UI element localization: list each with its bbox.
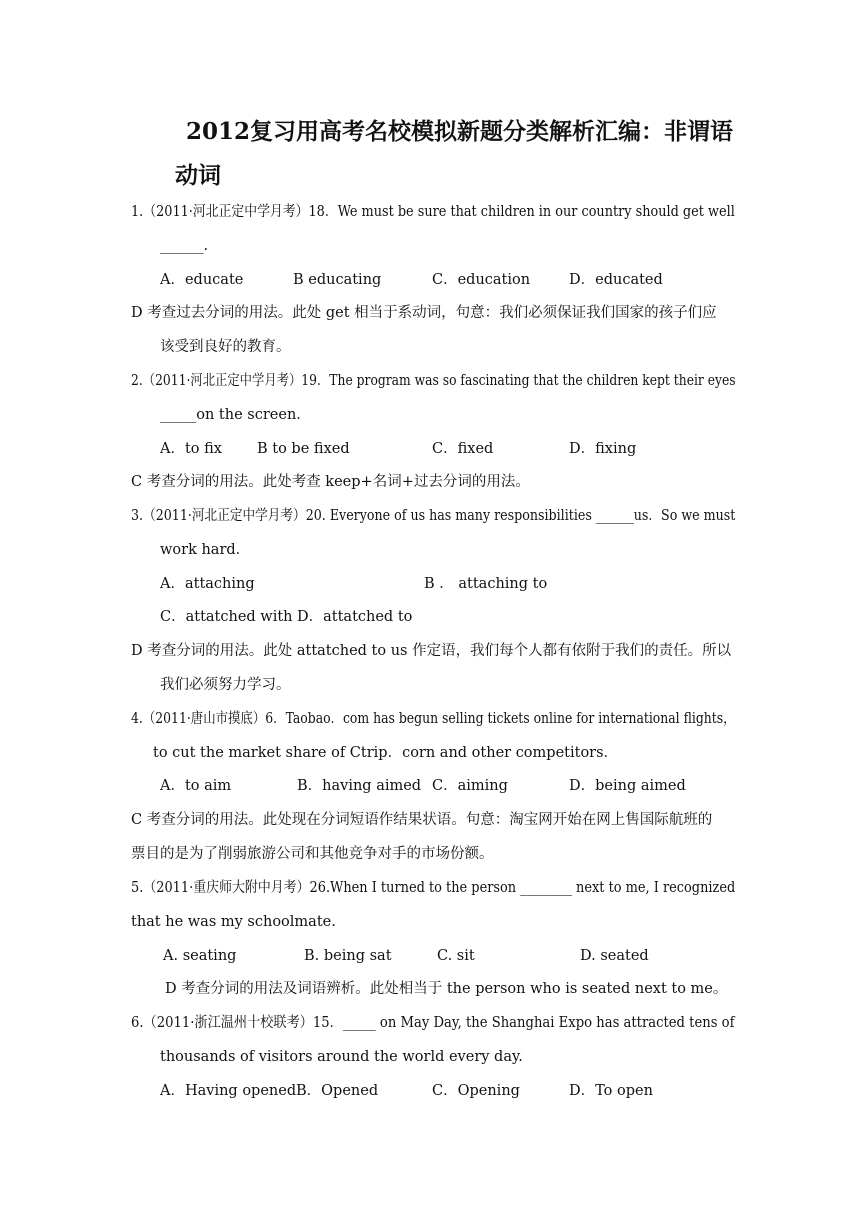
document-title-line2: 动词	[175, 162, 221, 189]
question-3-option-d: D．attatched to	[297, 609, 413, 625]
question-1-option-c: C．education	[432, 272, 531, 288]
question-4-option-b: B．having aimed	[297, 778, 422, 794]
question-1-stem: 1.（2011·河北正定中学月考）18．We must be sure that children in our country should get well	[131, 204, 735, 220]
question-1-answer-cont: 该受到良好的教育。	[160, 339, 291, 355]
question-2-answer: C 考查分词的用法。此处考查 keep+名词+过去分词的用法。	[131, 474, 530, 490]
question-3-answer: D 考查分词的用法。此处 attatched to us 作定语，我们每个人都有依附于我们的责任。所以	[131, 643, 732, 659]
question-4-answer-cont: 票目的是为了削弱旅游公司和其他竞争对手的市场份额。	[131, 846, 494, 862]
question-6-option-d: D．To open	[569, 1083, 653, 1099]
question-4-stem-cont: to cut the market share of Ctrip．corn and other competitors．	[153, 745, 619, 761]
question-2-option-b: B to be fixed	[257, 441, 350, 457]
question-6-option-c: C．Opening	[432, 1083, 520, 1099]
question-1-option-d: D．educated	[569, 272, 663, 288]
question-1-answer: D 考查过去分词的用法。此处 get 相当于系动词，句意：我们必须保证我们国家的孩子们应	[131, 305, 717, 321]
question-6-stem: 6.（2011·浙江温州十校联考）15．_____ on May Day, the Shanghai Expo has attracted tens of	[131, 1015, 735, 1031]
question-5-option-d: D. seated	[580, 948, 649, 964]
question-3-answer-cont: 我们必须努力学习。	[160, 677, 291, 693]
question-5-option-c: C. sit	[437, 948, 475, 964]
question-2-option-c: C．fixed	[432, 441, 494, 457]
question-1-option-b: B educating	[293, 272, 382, 288]
question-5-option-a: A. seating	[163, 948, 237, 964]
question-4-option-c: C．aiming	[432, 778, 508, 794]
question-3-option-a: A．attaching	[160, 576, 255, 592]
question-3-stem: 3.（2011·河北正定中学月考）20. Everyone of us has many responsibilities ______us．So we must	[131, 508, 736, 524]
question-5-stem-cont: that he was my schoolmate.	[131, 914, 336, 930]
question-5-stem: 5.（2011·重庆师大附中月考）26.When I turned to the person ________ next to me, I recognized	[131, 880, 736, 896]
question-4-stem: 4.（2011·唐山市摸底）6．Taobao．com has begun selling tickets online for international flights，	[131, 711, 736, 727]
question-4-option-a: A．to aim	[160, 778, 232, 794]
question-1-option-a: A．educate	[160, 272, 244, 288]
question-3-option-b: B ． attaching to	[424, 576, 548, 592]
question-5-answer: D 考查分词的用法及词语辨析。此处相当于 the person who is seated next to me。	[165, 981, 728, 997]
question-3-stem-cont: work hard．	[160, 542, 251, 558]
question-4-option-d: D．being aimed	[569, 778, 686, 794]
question-6-option-b: B．Opened	[296, 1083, 379, 1099]
question-2-stem-cont: _____on the screen．	[160, 407, 311, 423]
question-6-stem-cont: thousands of visitors around the world every day.	[160, 1049, 523, 1065]
question-5-option-b: B. being sat	[304, 948, 392, 964]
question-4-answer: C 考查分词的用法。此处现在分词短语作结果状语。句意：淘宝网开始在网上售国际航班的	[131, 812, 713, 828]
question-3-option-c: C．attatched with	[160, 609, 293, 625]
question-2-option-d: D．fixing	[569, 441, 637, 457]
question-1-stem-cont: ______.	[160, 238, 209, 254]
document-title-line1: 2012复习用高考名校模拟新题分类解析汇编：非谓语	[186, 118, 734, 145]
question-2-stem: 2.（2011·河北正定中学月考）19．The program was so fascinating that the children kept their eyes	[131, 373, 736, 389]
question-6-option-a: A．Having opened	[160, 1083, 297, 1099]
question-2-option-a: A．to fix	[160, 441, 222, 457]
